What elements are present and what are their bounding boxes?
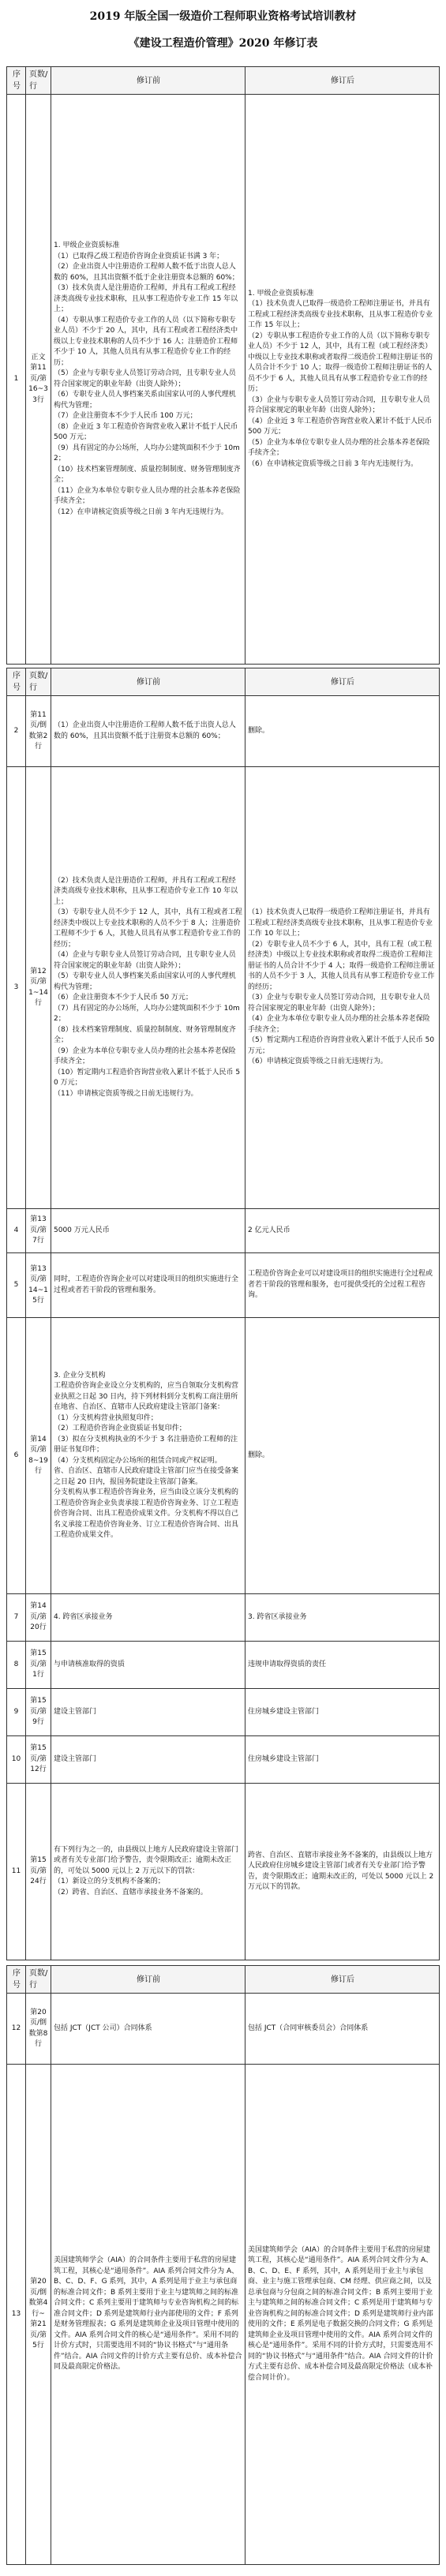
row-before: 3. 企业分支机构 工程造价咨询企业设立分支机构的，应当自领取分支机构营业执照之日起 30 日内，持下列材料到分支机构工商注册所在地省、自治区、直辖市人民政府建设主管部门备案： （1）分支机构营业执照复印件； （2）工程造价咨询企业资质证书复印件； （3）拟在分支机构执业的不少于 3 名注册造价工程师的注册证书复印件； （4）分支机构固定办公场所的租赁合同或产权证明。 省、自治区、直辖市人民政府建设主管部门应当在接受备案之日起 20 日内，报国务院建设主管部门备案。 分支机构从事工程造价咨询业务，应当由设立该分支机构的工程造价咨询企业负责承接工程造价咨询业务、订立工程造价咨询合同、出具工程造价成果文件。分支机构不得以自己名义承接工程造价咨询业务、订立工程造价咨询合同、出具工程造价成果文件。 bbox=[51, 1318, 245, 1594]
table-row bbox=[7, 767, 440, 1209]
row-page: 第12页/第1~14行 bbox=[26, 767, 51, 1209]
row-number: 5 bbox=[7, 1253, 26, 1318]
row-after: （1）技术负责人已取得一级造价工程师注册证书，并具有工程或工程经济类高级专业技术职称，且从事工程造价专业工作 10 年以上； （2）专职专业人员不少于 6 人，其中，具有工程（或工程经济类）中级以上专业技术职称或者取得二级造价工程师注册证书的人员合计不少于 4 人；取得一级造价工程师注册证书的人员不少于 3 人，其他人员具有从事工程造价专业工作的经历； （3）企业与专职专业人员签订劳动合同，且专职专业人员符合国家规定的职业年龄（出资人除外）； （4）企业为本单位专职专业人员办理的社会基本养老保险手续齐全； （5）暂定期内工程造价咨询营业收入累计不低于人民币 50 万元； （6）申请核定资质等级之日前无违规行为。 bbox=[245, 767, 440, 1209]
row-before: 建设主管部门 bbox=[51, 1736, 245, 1784]
row-after: 删除。 bbox=[245, 696, 440, 767]
table-row bbox=[7, 1642, 440, 1689]
row-number: 2 bbox=[7, 696, 26, 767]
header-before: 修订前 bbox=[51, 67, 245, 95]
table-row bbox=[7, 1594, 440, 1642]
row-before: 美国建筑师学会（AIA）的合同条件主要用于私营的房屋建筑工程，其核心是“通用条件”。AIA 系列合同文件分为 A、B、C、D、F、G 系列，其中，A 系列是用于业主与承包商的标准合同文件；B 系列主要用于业主与建筑师之间的标准合同文件；C 系列主要用于建筑师与专业咨询机构之间的标准合同文件；D 系列是建筑师行业内部使用的文件；F 系列是财务管理报表；G 系列是建筑师企业及项目管理中使用的文件。AIA 系列合同文件的核心是“通用条件”。采用不同的计价方式时，只需要选用不同的“协议书格式”与“通用条件”结合。AIA 合同文件的计价方式主要有总价、成本补偿合同及最高限定价格法。 bbox=[51, 2065, 245, 2565]
row-after: 3. 跨省区承接业务 bbox=[245, 1594, 440, 1642]
row-page: 第14页/第8~19行 bbox=[26, 1318, 51, 1594]
row-number: 12 bbox=[7, 1994, 26, 2065]
revision-table-part-1 bbox=[6, 66, 440, 665]
row-page: 第14页/第20行 bbox=[26, 1594, 51, 1642]
row-page: 第13页/第14~15行 bbox=[26, 1253, 51, 1318]
row-page: 第15页/第12行 bbox=[26, 1736, 51, 1784]
header-page: 页数/行 bbox=[26, 67, 51, 95]
row-number: 6 bbox=[7, 1318, 26, 1594]
table-row bbox=[7, 1994, 440, 2065]
revision-table-part-2 bbox=[6, 668, 440, 1960]
row-before: 与申请核准取得的资质 bbox=[51, 1642, 245, 1689]
document-title: 2019 年版全国一级造价工程师职业资格考试培训教材 bbox=[89, 10, 357, 23]
header-no: 序号 bbox=[7, 1966, 26, 1994]
row-after: 美国建筑师学会（AIA）的合同条件主要用于私营的房屋建筑工程，其核心是“通用条件”。AIA 系列合同文件分为 A、B、C、D、E、F 系列，其中，A 系列是用于业主与承包商、业主与施工管理承包商、CM 经理、供应商之间，以及总承包商与分包商之间的标准合同文件；B 系列主要用于业主与建筑师之间的标准合同文件；C 系列是用于建筑师与专业咨询机构之间的标准合同文件；D 系列是建筑师行业内部使用的文件；E 系列是电子数据交换的合同文件；G 系列是建筑师企业及项目管理中使用的文件。AIA 系列合同文件的核心是“通用条件”。采用不同的计价方式时，只需要选用不同的“协议书格式”与“通用条件”结合。AIA 合同文件的计价方式主要有总价、成本补偿合同及最高限定价格法（成本补偿合同计价）。 bbox=[245, 2065, 440, 2565]
row-before: （1）企业出资人中注册造价工程师人数不低于出资人总人数的 60%，且其出资额不低于注册资本总额的 60%； bbox=[51, 696, 245, 767]
row-page: 第13页/第7行 bbox=[26, 1209, 51, 1253]
row-after: 违规申请取得资质的责任 bbox=[245, 1642, 440, 1689]
row-number: 8 bbox=[7, 1642, 26, 1689]
row-after: 住房城乡建设主管部门 bbox=[245, 1736, 440, 1784]
row-before: 1. 甲级企业资质标准 （1）已取得乙级工程造价咨询企业资质证书满 3 年； （2）企业出资人中注册造价工程师人数不低于出资人总人数的 60%，且其出资额不低于企业注册资本总额的 60%； （3）技术负责人是注册造价工程师，并具有工程或工程经济类高级专业技术职称，且从事工程造价专业工作 15 年以上； （4）专职从事工程造价专业工作的人员（以下简称专职专业人员）不少于 20 人，其中，具有工程或者工程经济类中级以上专业技术职称的人员不少于 16 人；注册造价工程师不少于 10 人，其他人员具有从事工程造价专业工作的经历； （5）企业与专职专业人员签订劳动合同，且专职专业人员符合国家规定的职业年龄（出资人除外）； （6）专职专业人员人事档案关系由国家认可的人事代理机构代为管理； （7）企业注册资本不少于人民币 100 万元； （8）企业近 3 年工程造价咨询营业收入累计不低于人民币 500 万元； （9）具有固定的办公场所，人均办公建筑面积不少于 10m2； （10）技术档案管理制度、质量控制制度、财务管理制度齐全； （11）企业为本单位专职专业人员办理的社会基本养老保险手续齐全； （12）在申请核定资质等级之日前 3 年内无违规行为。 bbox=[51, 95, 245, 665]
table-row bbox=[7, 2065, 440, 2565]
row-number: 4 bbox=[7, 1209, 26, 1253]
row-after: 1. 甲级企业资质标准 （1）技术负责人已取得一级造价工程师注册证书，并具有工程或工程经济类高级专业技术职称，且从事工程造价专业工作 15 年以上； （2）专职从事工程造价专业工作的人员（以下简称专职专业人员）不少于 12 人，其中，具有工程（或工程经济类）中级以上专业技术职称或者取得二级造价工程师注册证书的人员合计不少于 10 人；取得一级造价工程师注册证书的人员不少于 6 人，其他人员具有从事工程造价专业工作的经历； （3）企业与专职专业人员签订劳动合同，且专职专业人员符合国家规定的职业年龄（出资人除外）； （4）企业近 3 年工程造价咨询营业收入累计不低于人民币 500 万元； （5）企业为本单位专职专业人员办理的社会基本养老保险手续齐全； （6）在申请核定资质等级之日前 3 年内无违规行为。 bbox=[245, 95, 440, 665]
header-before: 修订前 bbox=[51, 1966, 245, 1994]
table-row bbox=[7, 1784, 440, 1960]
row-page: 正文第11页/第16~33行 bbox=[26, 95, 51, 665]
revision-table-part-3 bbox=[6, 1965, 440, 2565]
table-row bbox=[7, 696, 440, 767]
row-after: 跨省、自治区、直辖市承接业务不备案的，由县级以上地方人民政府住房城乡建设主管部门或者有关专业部门给予警告，责令限期改正；逾期未改正的，可处以 5000 元以上 2 万元以下的罚款。 bbox=[245, 1784, 440, 1960]
row-number: 7 bbox=[7, 1594, 26, 1642]
header-page: 页数/行 bbox=[26, 668, 51, 696]
table-row bbox=[7, 1253, 440, 1318]
row-page: 第15页/第9行 bbox=[26, 1689, 51, 1736]
row-number: 10 bbox=[7, 1736, 26, 1784]
row-before: 建设主管部门 bbox=[51, 1689, 245, 1736]
header-page: 页数/行 bbox=[26, 1966, 51, 1994]
row-number: 3 bbox=[7, 767, 26, 1209]
header-no: 序号 bbox=[7, 668, 26, 696]
table-row bbox=[7, 1318, 440, 1594]
header-after: 修订后 bbox=[245, 668, 440, 696]
header-no: 序号 bbox=[7, 67, 26, 95]
row-page: 第20页/倒数第8行 bbox=[26, 1994, 51, 2065]
row-number: 11 bbox=[7, 1784, 26, 1960]
row-page: 第15页/第24行 bbox=[26, 1784, 51, 1960]
header-after: 修订后 bbox=[245, 67, 440, 95]
row-after: 删除。 bbox=[245, 1318, 440, 1594]
row-before: 有下列行为之一的，由县级以上地方人民政府建设主管部门或者有关专业部门给予警告，责令限期改正；逾期未改正的，可处以 5000 元以上 2 万元以下的罚款： （1）新设立的分支机构不备案的； （2）跨省、自治区、直辖市承接业务不备案的。 bbox=[51, 1784, 245, 1960]
row-page: 第20页/倒数第4行~第21页/第5行 bbox=[26, 2065, 51, 2565]
row-after: 包括 JCT（合同审核委员会）合同体系 bbox=[245, 1994, 440, 2065]
row-after: 住房城乡建设主管部门 bbox=[245, 1689, 440, 1736]
table-header-row bbox=[7, 67, 440, 95]
row-page: 第15页/第1行 bbox=[26, 1642, 51, 1689]
row-before: （2）技术负责人是注册造价工程师，并具有工程或工程经济类高级专业技术职称，且从事工程造价专业工作 10 年以上； （3）专职专业人员不少于 12 人，其中，具有工程或者工程经济类中级以上专业技术职称的人员不少于 8 人；注册造价工程师不少于 6 人，其他人员具有从事工程造价专业工作的经历； （4）企业与专职专业人员签订劳动合同，且专职专业人员符合国家规定的职业年龄（出资人除外）； （5）专职专业人员人事档案关系由国家认可的人事代理机构代为管理； （6）企业注册资本不少于人民币 50 万元； （7）具有固定的办公场所，人均办公建筑面积不少于 10m2； （8）技术档案管理制度、质量控制制度、财务管理制度齐全； （9）企业为本单位专职专业人员办理的社会基本养老保险手续齐全； （10）暂定期内工程造价咨询营业收入累计不低于人民币 50 万元； （11）申请核定资质等级之日前无违规行为。 bbox=[51, 767, 245, 1209]
header-before: 修订前 bbox=[51, 668, 245, 696]
table-row bbox=[7, 95, 440, 665]
row-before: 包括 JCT（JCT 公司）合同体系 bbox=[51, 1994, 245, 2065]
header-after: 修订后 bbox=[245, 1966, 440, 1994]
table-header-row bbox=[7, 668, 440, 696]
table-row bbox=[7, 1209, 440, 1253]
table-row bbox=[7, 1689, 440, 1736]
row-after: 2 亿元人民币 bbox=[245, 1209, 440, 1253]
table-header-row bbox=[7, 1966, 440, 1994]
row-before: 同时，工程造价咨询企业可以对建设项目的组织实施进行全过程或者若干阶段的管理和服务。 bbox=[51, 1253, 245, 1318]
table-row bbox=[7, 1736, 440, 1784]
row-number: 9 bbox=[7, 1689, 26, 1736]
row-number: 13 bbox=[7, 2065, 26, 2565]
row-before: 5000 万元人民币 bbox=[51, 1209, 245, 1253]
row-page: 第11页/倒数第2行 bbox=[26, 696, 51, 767]
document-subtitle: 《建设工程造价管理》2020 年修订表 bbox=[128, 37, 318, 50]
row-before: 4. 跨省区承接业务 bbox=[51, 1594, 245, 1642]
row-number: 1 bbox=[7, 95, 26, 665]
row-after: 工程造价咨询企业可以对建设项目的组织实施进行全过程或者若干阶段的管理和服务，也可提供受托的全过程工程咨询。 bbox=[245, 1253, 440, 1318]
